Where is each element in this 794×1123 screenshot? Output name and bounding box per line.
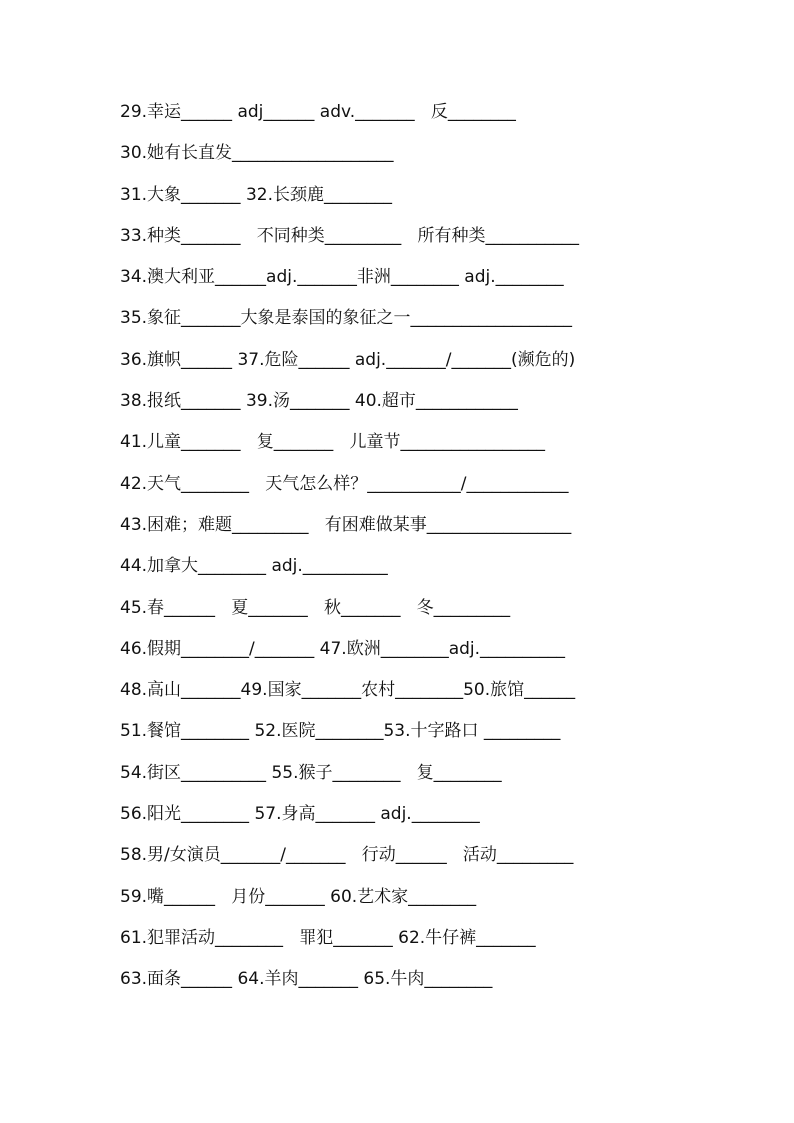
exercise-line-46-47: 46.假期________/_______ 47.欧洲________adj.__________ [120,638,566,659]
exercise-line-30: 30.她有长直发___________________ [120,143,394,164]
exercise-line-36-37: 36.旗帜______ 37.危险______ adj._______/_______(濒危的) [120,349,576,370]
vocabulary-exercise-list [120,99,680,1008]
exercise-line-38-40: 38.报纸_______ 39.汤_______ 40.超市____________ [120,391,518,412]
exercise-line-58: 58.男/女演员_______/_______ 行动______ 活动_________ [120,845,574,866]
exercise-line-45: 45.春______ 夏_______ 秋_______ 冬_________ [120,597,511,618]
exercise-line-44: 44.加拿大________ adj.__________ [120,556,388,577]
exercise-line-51-53: 51.餐馆________ 52.医院________53.十字路口 _________ [120,721,561,742]
exercise-line-41: 41.儿童_______ 复_______ 儿童节_________________ [120,432,545,453]
exercise-line-29: 29.幸运______ adj______ adv._______ 反________ [120,102,516,122]
exercise-line-48-50: 48.高山_______49.国家_______农村________50.旅馆______ [120,680,576,701]
exercise-line-33: 33.种类_______ 不同种类_________ 所有种类___________ [120,225,579,246]
exercise-line-59-60: 59.嘴______ 月份_______ 60.艺术家________ [120,886,477,907]
exercise-line-34: 34.澳大利亚______adj._______非洲________ adj.________ [120,267,564,288]
exercise-line-61-62: 61.犯罪活动________ 罪犯_______ 62.牛仔裤_______ [120,927,536,948]
exercise-line-56-57: 56.阳光________ 57.身高_______ adj.________ [120,804,480,825]
exercise-line-35: 35.象征_______大象是泰国的象征之一___________________ [120,308,573,329]
exercise-line-43: 43.困难；难题_________ 有困难做某事_________________ [120,514,572,535]
exercise-line-63-65: 63.面条______ 64.羊肉_______ 65.牛肉________ [120,969,493,990]
exercise-line-31-32: 31.大象_______ 32.长颈鹿________ [120,184,392,205]
exercise-line-42: 42.天气________ 天气怎么样？___________/____________ [120,473,569,494]
exercise-line-54-55: 54.街区__________ 55.猴子________ 复________ [120,762,502,783]
